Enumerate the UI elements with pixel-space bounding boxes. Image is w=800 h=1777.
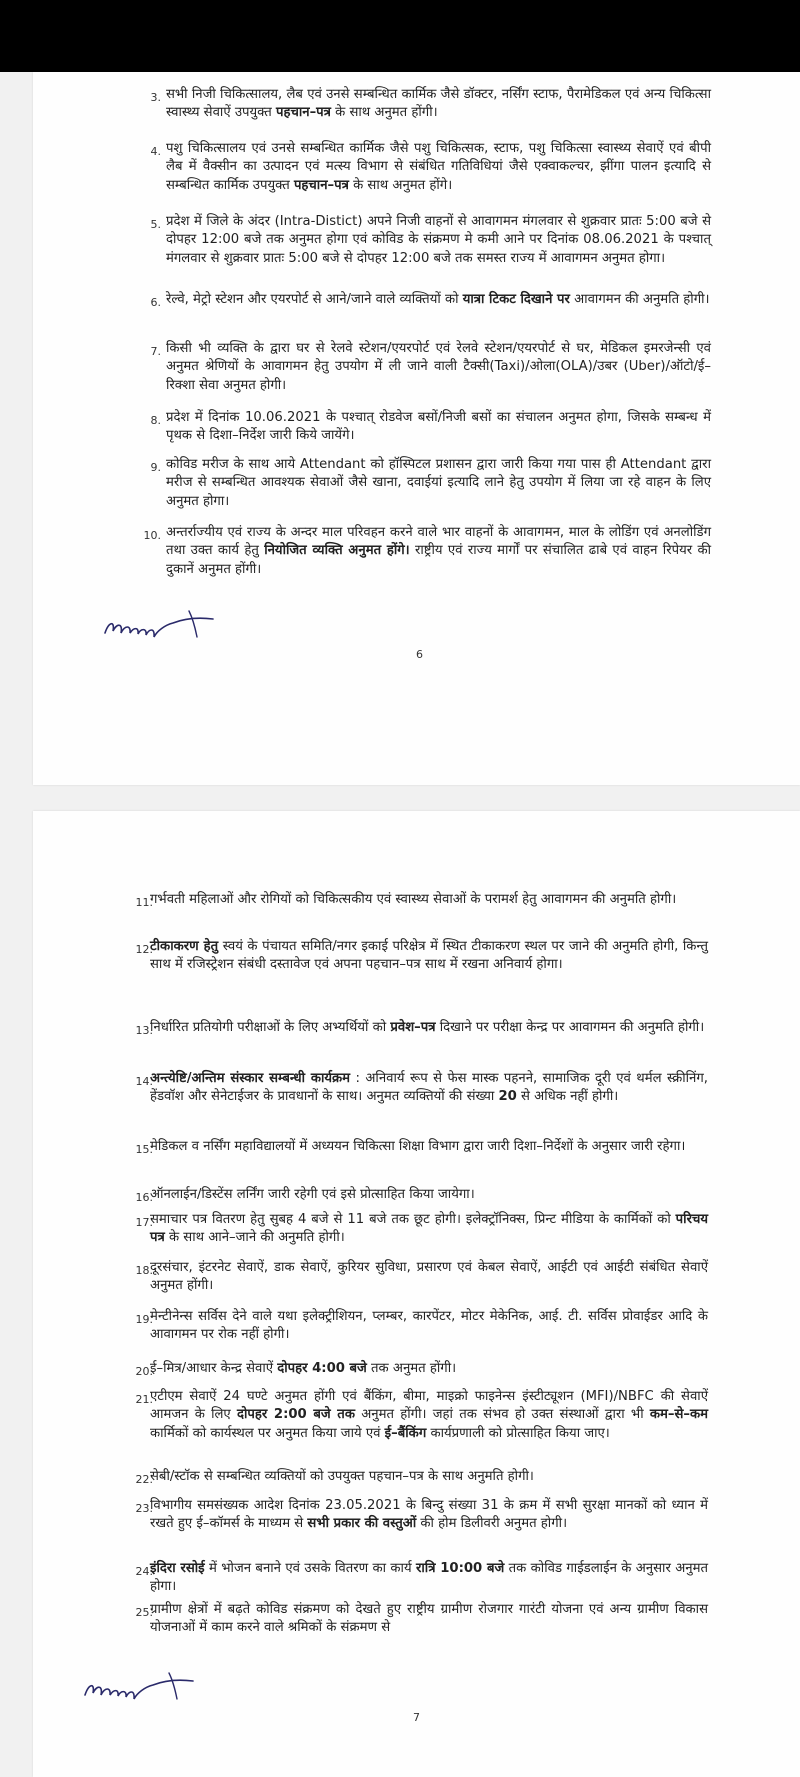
body-text: प्रदेश में दिनांक 10.06.2021 के पश्चात् रोडवेज बसों/निजी बसों का संचालन अनुमत होगा, जिसके सम्बन्ध में पृथक से दिशा–निर्देश जारी किये जायेंगे। bbox=[166, 410, 711, 444]
body-text: दिखाने पर परीक्षा केन्द्र पर आवागमन की अनुमति होगी। bbox=[435, 1020, 705, 1035]
item-number: 13. bbox=[135, 1024, 153, 1037]
item-number: 22. bbox=[135, 1473, 153, 1486]
item-text bbox=[166, 340, 711, 395]
item-number: 3. bbox=[150, 91, 161, 104]
body-text: अन्तर्राज्यीय एवं राज्य के अन्दर माल परिवहन करने वाले भार वाहनों के आवागमन, माल के लोडिंग एवं अनलोडिंग तथा उक्त कार्य हेतु bbox=[166, 525, 711, 559]
item-text bbox=[150, 1601, 708, 1638]
item-number: 15. bbox=[135, 1143, 153, 1156]
emphasis-text: टीकाकरण हेतु bbox=[150, 939, 219, 954]
emphasis-text: दोपहर 2:00 बजे तक bbox=[236, 1407, 355, 1423]
body-text: स्वयं के पंचायत समिति/नगर इकाई परिक्षेत्र में स्थित टीकाकरण स्थल पर जाने की अनुमति होगी, किन्तु साथ में रजिस्ट्रेशन संबंधी दस्तावेज एवं अपना पहचान–पत्र साथ में रखना अनिवार्य होगा। bbox=[150, 939, 708, 973]
emphasis-text: प्रवेश–पत्र bbox=[390, 1020, 436, 1035]
emphasis-text: अन्त्येष्टि/अन्तिम संस्कार सम्बन्धी कार्यक्रम bbox=[150, 1071, 351, 1086]
emphasis-text: पहचान–पत्र bbox=[293, 177, 349, 193]
body-text: ग्रामीण क्षेत्रों में बढ़ते कोविड संक्रमण को देखते हुए राष्ट्रीय ग्रामीण रोजगार गारंटी योजना एवं अन्य ग्रामीण विकास योजनाओं में काम करने वाले श्रमिकों के संक्रमण से bbox=[150, 1602, 708, 1636]
item-text bbox=[150, 1360, 708, 1378]
body-text: निर्धारित प्रतियोगी परीक्षाओं के लिए अभ्यर्थियों को bbox=[150, 1020, 391, 1035]
item-number: 21. bbox=[135, 1393, 153, 1406]
document-page-6 bbox=[33, 72, 800, 785]
document-page-7 bbox=[33, 811, 800, 1777]
item-number: 11. bbox=[135, 896, 153, 909]
body-text: में भोजन बनाने एवं उसके वितरण का कार्य bbox=[204, 1561, 416, 1576]
body-text: ऑनलाईन/डिस्टेंस लर्निंग जारी रहेगी एवं इसे प्रोत्साहित किया जायेगा। bbox=[150, 1187, 475, 1202]
item-text bbox=[166, 456, 711, 511]
emphasis-text: 20 bbox=[498, 1089, 517, 1105]
item-text bbox=[150, 1388, 708, 1443]
body-text: सेबी/स्टॉक से सम्बन्धित व्यक्तियों को उपयुक्त पहचान–पत्र के साथ अनुमति होगी। bbox=[150, 1469, 534, 1484]
body-text: तक अनुमत होंगी। bbox=[366, 1361, 457, 1376]
item-text bbox=[150, 1259, 708, 1296]
status-bar bbox=[0, 0, 800, 72]
item-text bbox=[166, 409, 711, 446]
item-text bbox=[150, 891, 708, 909]
body-text: के साथ आने–जाने की अनुमति होगी। bbox=[164, 1230, 345, 1246]
page-number: 7 bbox=[413, 1711, 420, 1724]
item-text bbox=[166, 140, 711, 195]
emphasis-text: कम–से–कम bbox=[649, 1407, 708, 1423]
item-number: 7. bbox=[150, 345, 161, 358]
body-text: प्रदेश में जिले के अंदर (Intra-Distict) अपने निजी वाहनों से आवागमन मंगलवार से शुक्रवार प्रातः 5:00 बजे से दोपहर 12:00 बजे तक अनुमत होगा एवं कोविड के संक्रमण मे कमी आने पर दिनांक 08.06.2021 के पश्चात् मंगलवार से शुक्रवार प्रातः 5:00 बजे से दोपहर 12:00 बजे तक समस्त राज्य में आवागमन अनुमत होगा। bbox=[166, 214, 711, 266]
body-text: से अधिक नहीं होगी। bbox=[516, 1089, 619, 1105]
item-text bbox=[166, 291, 711, 309]
emphasis-text: ई–बैंकिंग bbox=[384, 1425, 427, 1441]
body-text: मेडिकल व नर्सिंग महाविद्यालयों में अध्ययन चिकित्सा शिक्षा विभाग द्वारा जारी दिशा–निर्देशों के अनुसार जारी रहेगा। bbox=[150, 1139, 686, 1154]
item-text bbox=[150, 1211, 708, 1248]
body-text: पशु चिकित्सालय एवं उनसे सम्बन्धित कार्मिक जैसे पशु चिकित्सक, स्टाफ, पशु चिकित्सा स्वास्थ्य सेवाऐं एवं बीपी लैब में वैक्सीन का उत्पादन एवं मत्स्य विभाग से संबंधित गतिविधियां जैसे एक्वाकल्चर, झींगा पालन इत्यादि से सम्बन्धित कार्मिक उपयुक्त bbox=[166, 141, 711, 193]
body-text: अनुमत होंगी। जहां तक संभव हो उक्त संस्थाओं द्वारा भी bbox=[354, 1407, 650, 1423]
emphasis-text: सभी प्रकार की वस्तुओं bbox=[307, 1516, 417, 1532]
body-text: गर्भवती महिलाओं और रोगियों को चिकित्सकीय एवं स्वास्थ्य सेवाओं के परामर्श हेतु आवागमन की अनुमति होगी। bbox=[150, 892, 677, 907]
body-text: के साथ अनुमत होंगे। bbox=[348, 177, 453, 193]
item-text bbox=[150, 1468, 708, 1486]
item-text bbox=[150, 1497, 708, 1534]
item-text bbox=[166, 213, 711, 268]
item-text bbox=[150, 938, 708, 975]
body-text: समाचार पत्र वितरण हेतु सुबह 4 बजे से 11 बजे तक छूट होगी। इलेक्ट्रॉनिक्स, प्रिन्ट मीडिया के कार्मिकों को bbox=[150, 1212, 676, 1227]
emphasis-text: दोपहर 4:00 बजे bbox=[277, 1361, 367, 1376]
item-text bbox=[166, 86, 711, 123]
item-number: 12. bbox=[135, 943, 153, 956]
item-text bbox=[150, 1186, 708, 1204]
item-number: 9. bbox=[150, 461, 161, 474]
item-number: 18. bbox=[135, 1264, 153, 1277]
body-text: आवागमन की अनुमति होगी। bbox=[569, 292, 710, 307]
item-number: 4. bbox=[150, 145, 161, 158]
body-text: राष्ट्रीय एवं राज्य मार्गों पर संचालित ढाबे एवं वाहन रिपेयर की दुकानें अनुमत होंगी। bbox=[166, 543, 711, 577]
body-text: कोविड मरीज के साथ आये Attendant को हॉस्पिटल प्रशासन द्वारा जारी किया गया पास ही Attendant द्वारा मरीज से सम्बन्धित आवश्यक सेवाओं जैसे खाना, दवाईयां इत्यादि लाने हेतु उपयोग में लिया जा रहे वाहन के लिए अनुमत होगा। bbox=[166, 457, 711, 509]
emphasis-text: पहचान–पत्र bbox=[275, 105, 331, 121]
body-text: विभागीय समसंख्यक आदेश दिनांक 23.05.2021 के बिन्दु संख्या 31 के क्रम में सभी सुरक्षा मानकों को ध्यान में रखते हुए ई–कॉमर्स के माध्यम से bbox=[150, 1498, 708, 1532]
item-text bbox=[150, 1560, 708, 1597]
body-text: ई–मित्र/आधार केन्द्र सेवाऐं bbox=[150, 1361, 278, 1376]
emphasis-text: नियोजित व्यक्ति अनुमत होंगे। bbox=[264, 543, 410, 559]
item-number: 19. bbox=[135, 1313, 153, 1326]
body-text: एटीएम सेवाऐं 24 घण्टे अनुमत होंगी एवं बैंकिंग, बीमा, माइक्रो फाइनेन्स इंस्टीट्यूशन (MFI)/NBFC की सेवाऐं आमजन के लिए bbox=[150, 1389, 708, 1423]
body-text: : अनिवार्य रूप से फेस मास्क पहनने, सामाजिक दूरी एवं थर्मल स्क्रीनिंग, हेंडवॉश और सेनेटाईजर के प्रावधानों के साथ। अनुमत व्यक्तियों की संख्या bbox=[150, 1071, 708, 1105]
emphasis-text: यात्रा टिकट दिखाने पर bbox=[462, 292, 570, 307]
item-number: 10. bbox=[143, 529, 161, 542]
body-text: कार्यप्रणाली को प्रोत्साहित किया जाए। bbox=[426, 1425, 610, 1441]
body-text: तक कोविड गाईडलाईन के अनुसार अनुमत होगा। bbox=[150, 1561, 708, 1595]
item-number: 17. bbox=[135, 1216, 153, 1229]
body-text: कार्मिकों को कार्यस्थल पर अनुमत किया जाये एवं bbox=[150, 1425, 385, 1441]
item-number: 24. bbox=[135, 1565, 153, 1578]
item-number: 6. bbox=[150, 296, 161, 309]
item-number: 23. bbox=[135, 1502, 153, 1515]
item-number: 5. bbox=[150, 218, 161, 231]
signature-icon bbox=[101, 607, 221, 643]
item-number: 20. bbox=[135, 1365, 153, 1378]
page-number: 6 bbox=[416, 648, 423, 661]
body-text: दूरसंचार, इंटरनेट सेवाऐं, डाक सेवाऐं, कुरियर सुविधा, प्रसारण एवं केबल सेवाऐं, आईटी एवं आईटी संबंधित सेवाऐं अनुमत होंगी। bbox=[150, 1260, 708, 1294]
item-number: 14. bbox=[135, 1075, 153, 1088]
emphasis-text: इंदिरा रसोई bbox=[150, 1561, 205, 1576]
body-text: सभी निजी चिकित्सालय, लैब एवं उनसे सम्बन्धित कार्मिक जैसे डॉक्टर, नर्सिंग स्टाफ, पैरामेडिकल एवं अन्य चिकित्सा स्वास्थ्य सेवाऐं उपयुक्त bbox=[166, 87, 711, 121]
item-number: 16. bbox=[135, 1191, 153, 1204]
body-text: की होम डिलीवरी अनुमत होगी। bbox=[416, 1516, 568, 1532]
body-text: रेल्वे, मेट्रो स्टेशन और एयरपोर्ट से आने/जाने वाले व्यक्तियों को bbox=[166, 292, 463, 307]
item-text bbox=[150, 1019, 708, 1037]
emphasis-text: परिचय पत्र bbox=[150, 1212, 708, 1246]
item-text bbox=[150, 1138, 708, 1156]
body-text: किसी भी व्यक्ति के द्वारा घर से रेलवे स्टेशन/एयरपोर्ट एवं रेलवे स्टेशन/एयरपोर्ट से घर, मेडिकल इमरजेन्सी एवं अनुमत श्रेणियों के आवागमन हेतु उपयोग में ली जाने वाली टैक्सी(Taxi)/ओला(OLA)/उबर (Uber)/ऑटो/ई–रिक्शा सेवा अनुमत होगी। bbox=[166, 341, 711, 393]
emphasis-text: रात्रि 10:00 बजे bbox=[415, 1561, 505, 1576]
item-text bbox=[150, 1070, 708, 1107]
item-text bbox=[166, 524, 711, 579]
body-text: के साथ अनुमत होंगी। bbox=[330, 105, 438, 121]
item-number: 25. bbox=[135, 1606, 153, 1619]
signature-icon bbox=[81, 1671, 201, 1707]
item-number: 8. bbox=[150, 414, 161, 427]
body-text: मेन्टीनेन्स सर्विस देने वाले यथा इलेक्ट्रीशियन, प्लम्बर, कारपेंटर, मोटर मेकेनिक, आई. टी. सर्विस प्रोवाईडर आदि के आवागमन पर रोक नहीं होगी। bbox=[150, 1309, 708, 1343]
item-text bbox=[150, 1308, 708, 1345]
